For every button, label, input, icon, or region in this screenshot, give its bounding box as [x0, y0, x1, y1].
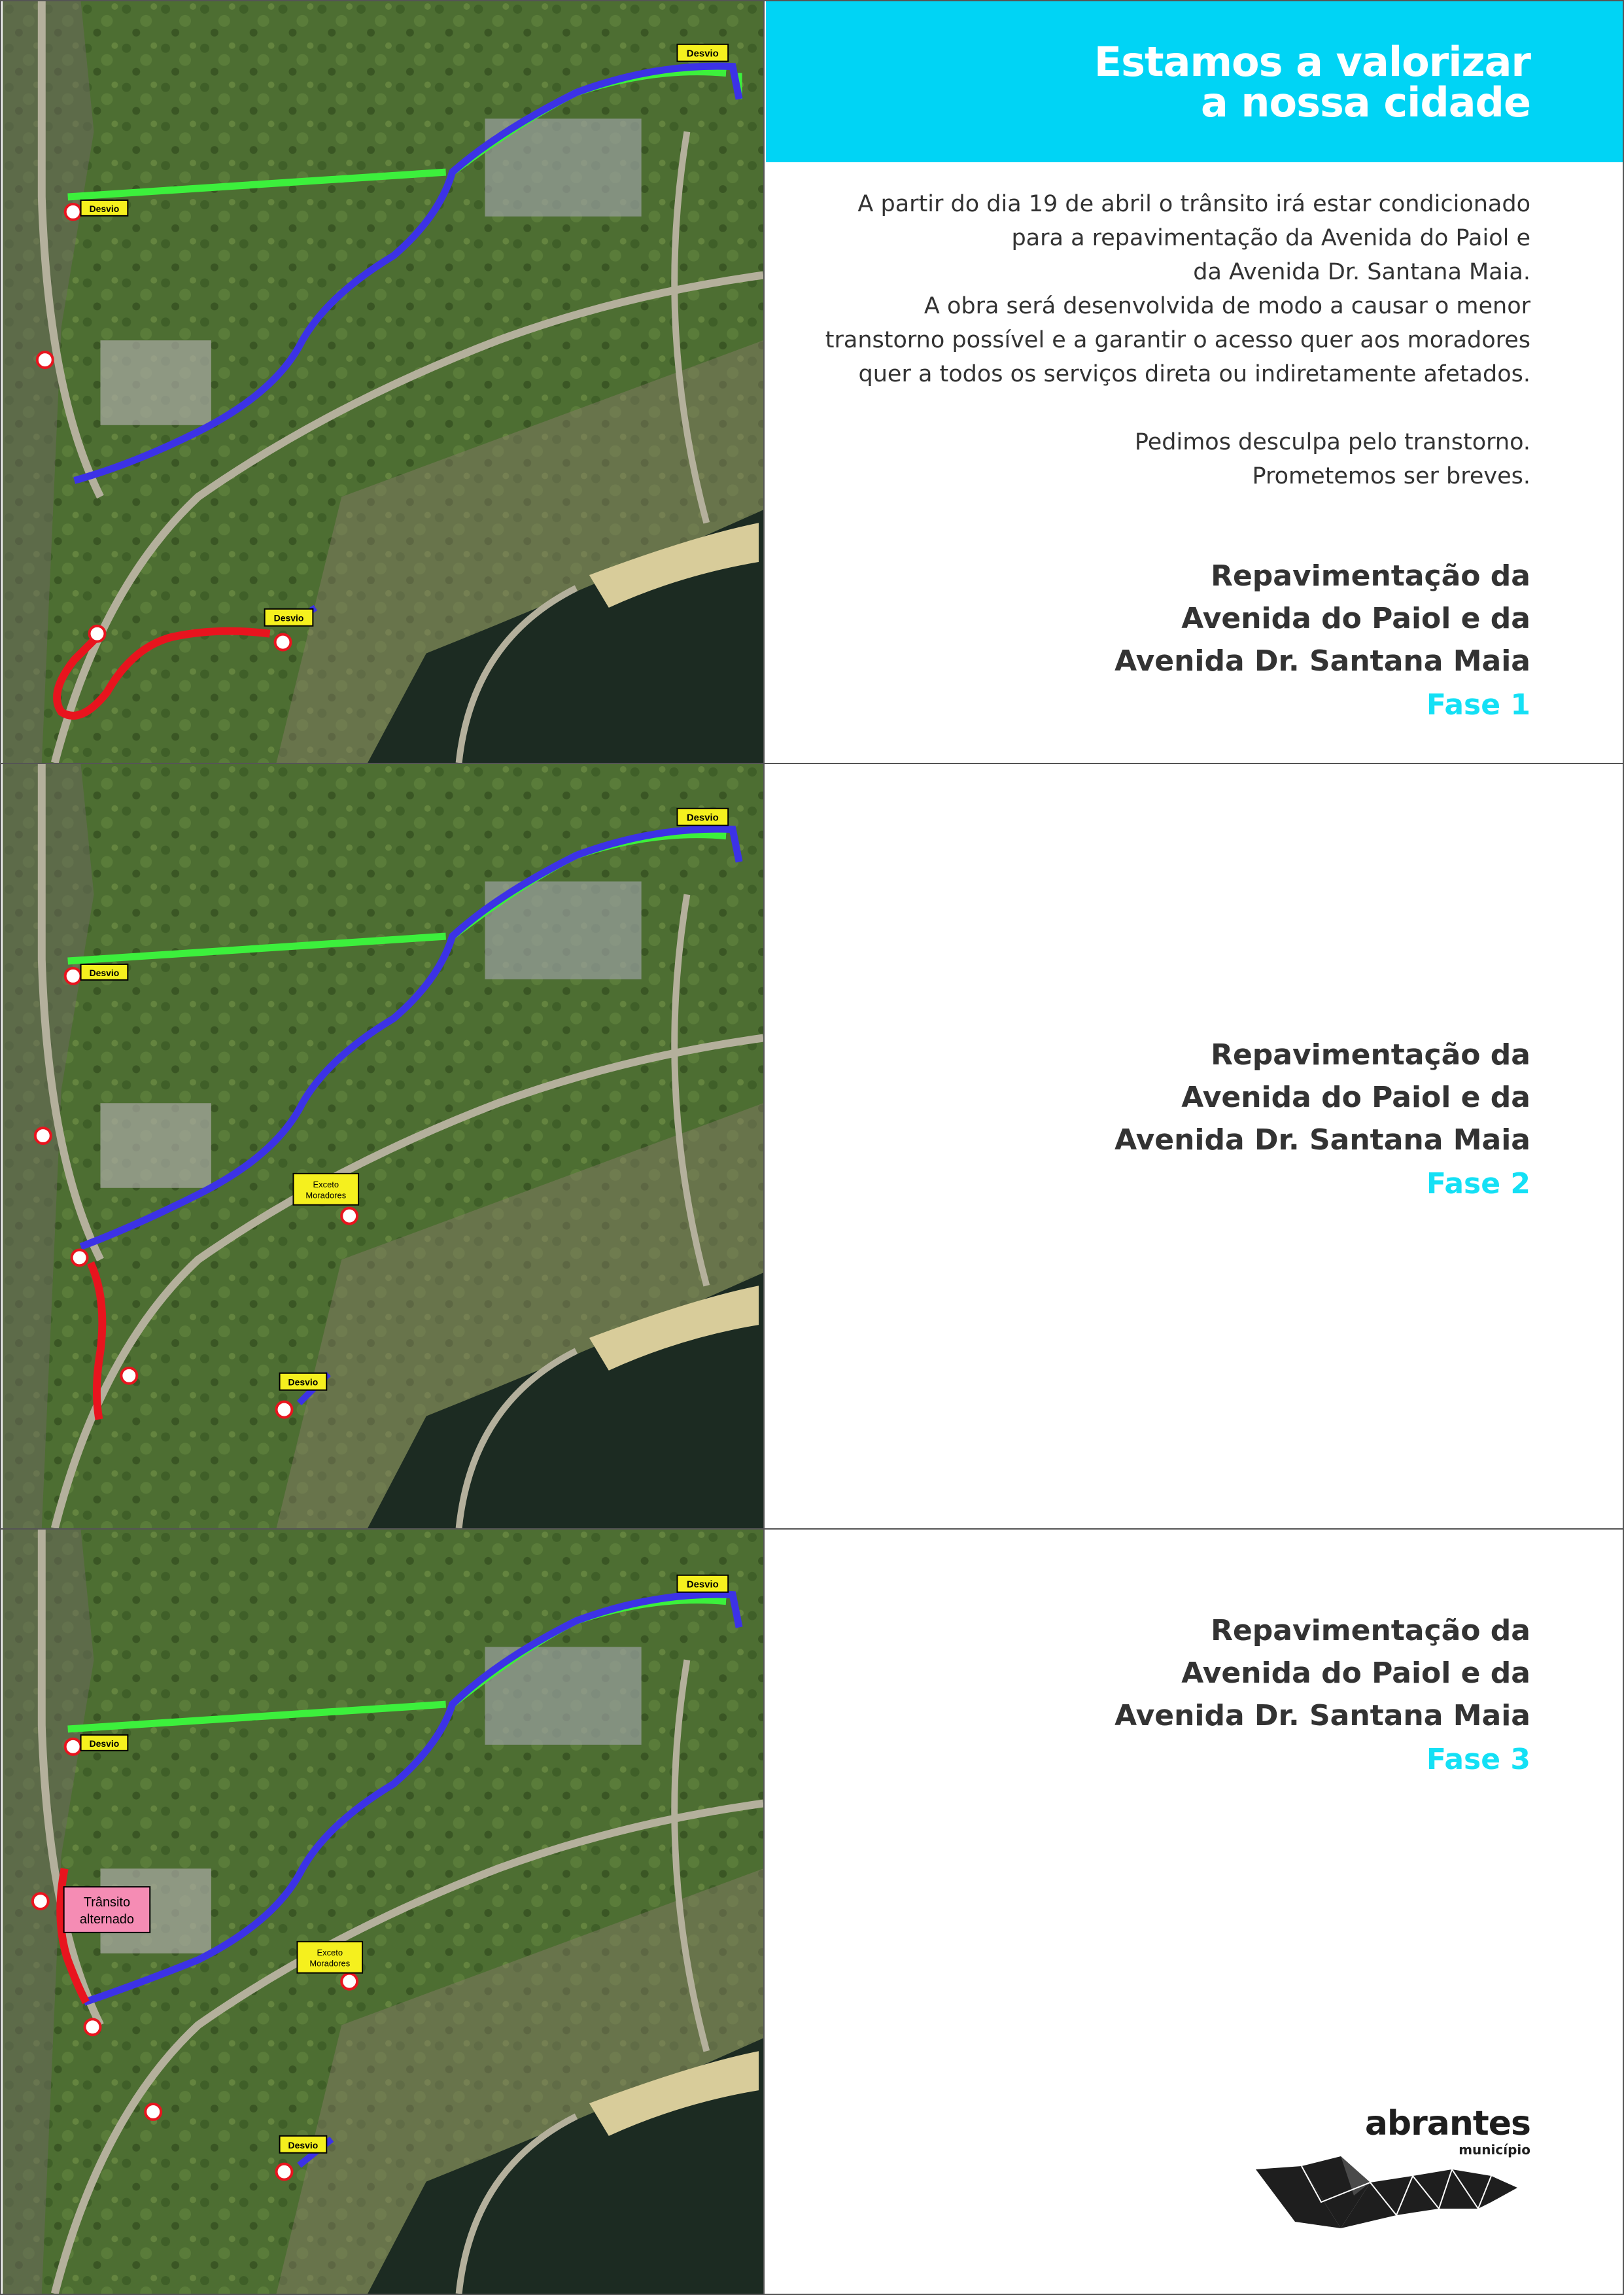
detour-sign-label: Desvio — [89, 1738, 120, 1749]
map-svg — [1, 764, 765, 1528]
intro-line: para a repavimentação da Avenida do Paiol e — [1011, 225, 1530, 251]
logo-wordmark: abrantes — [1364, 2104, 1530, 2143]
phase-title-block — [1114, 555, 1530, 728]
building-hospital — [100, 1103, 211, 1188]
no-entry-sign — [341, 1974, 357, 1989]
no-entry-sign — [145, 2104, 161, 2120]
logo-subtitle: município — [1459, 2142, 1530, 2158]
detour-sign-label: Desvio — [686, 48, 719, 60]
no-entry-sign — [65, 204, 81, 220]
info-column-phase-2 — [766, 764, 1623, 1528]
no-entry-sign — [37, 352, 53, 368]
residents-only-line1: Exceto — [313, 1179, 339, 1189]
header-banner — [766, 1, 1623, 162]
detour-sign-label: Desvio — [273, 612, 304, 623]
no-entry-sign — [277, 2164, 292, 2180]
detour-sign-label: Desvio — [89, 967, 120, 978]
alternating-traffic-line2: alternado — [79, 1912, 134, 1927]
intro-line: da Avenida Dr. Santana Maia. — [1193, 259, 1530, 285]
headline-line-1: Estamos a valorizar — [1094, 38, 1530, 86]
residents-only-line2: Moradores — [309, 1958, 351, 1969]
phase-title-block — [1114, 1609, 1530, 1783]
intro-line: transtorno possível e a garantir o acesso quer aos moradores — [825, 327, 1530, 353]
info-column-phase-1 — [766, 1, 1623, 763]
no-entry-sign — [33, 1893, 48, 1909]
no-entry-sign — [35, 1128, 51, 1144]
intro-line: A partir do dia 19 de abril o trânsito irá estar condicionado — [857, 191, 1530, 217]
map-svg — [1, 1530, 765, 2294]
apology-line: Pedimos desculpa pelo transtorno. — [1134, 429, 1530, 455]
phase-1-panel — [0, 0, 1624, 764]
aerial-map-phase-2 — [1, 764, 765, 1528]
detour-sign-label: Desvio — [89, 203, 120, 214]
intro-line: quer a todos os serviços direta ou indiretamente afetados. — [858, 361, 1530, 387]
no-entry-sign — [65, 968, 81, 984]
phase-title-line: Avenida Dr. Santana Maia — [1114, 1123, 1530, 1157]
apology-line: Prometemos ser breves. — [1252, 463, 1530, 489]
no-entry-sign — [65, 1739, 81, 1755]
phase-title-block — [1114, 1034, 1530, 1207]
intro-text — [778, 187, 1530, 493]
aerial-map-phase-1 — [1, 1, 765, 763]
aerial-map-phase-3 — [1, 1530, 765, 2294]
no-entry-sign — [275, 635, 291, 650]
intro-line: A obra será desenvolvida de modo a causar o menor — [924, 293, 1530, 319]
phase-title-line: Repavimentação da — [1211, 1614, 1530, 1647]
phase-label: Fase 2 — [1426, 1167, 1530, 1200]
no-entry-sign — [341, 1208, 357, 1224]
phase-title-line: Repavimentação da — [1211, 559, 1530, 593]
phase-label: Fase 3 — [1426, 1743, 1530, 1776]
map-svg — [1, 1, 765, 763]
phase-title-line: Avenida do Paiol e da — [1181, 1656, 1530, 1690]
detour-sign-label: Desvio — [686, 1579, 719, 1590]
no-entry-sign — [85, 2019, 101, 2035]
phase-title-line: Avenida do Paiol e da — [1181, 602, 1530, 635]
no-entry-sign — [72, 1250, 88, 1265]
info-column-phase-3 — [766, 1530, 1623, 2294]
phase-label: Fase 1 — [1426, 688, 1530, 722]
no-entry-sign — [277, 1402, 292, 1418]
headline — [1094, 38, 1530, 126]
detour-sign-label: Desvio — [686, 812, 719, 824]
detour-sign-label: Desvio — [288, 1376, 319, 1388]
residents-only-line1: Exceto — [317, 1947, 343, 1957]
residents-only-line2: Moradores — [305, 1190, 347, 1200]
phase-3-panel — [0, 1528, 1624, 2295]
no-entry-sign — [90, 626, 105, 642]
phase-title-line: Avenida Dr. Santana Maia — [1114, 1699, 1530, 1732]
building-hospital — [100, 340, 211, 425]
alternating-traffic-line1: Trânsito — [83, 1895, 131, 1910]
headline-line-2: a nossa cidade — [1200, 79, 1530, 126]
phase-title-line: Avenida Dr. Santana Maia — [1114, 644, 1530, 678]
phase-title-line: Avenida do Paiol e da — [1181, 1081, 1530, 1114]
detour-sign-label: Desvio — [288, 2139, 319, 2150]
no-entry-sign — [121, 1368, 137, 1384]
phase-title-line: Repavimentação da — [1211, 1038, 1530, 1072]
logo-mark-icon — [1256, 2156, 1530, 2235]
phase-2-panel — [0, 763, 1624, 1530]
abrantes-logo — [1256, 2104, 1530, 2235]
